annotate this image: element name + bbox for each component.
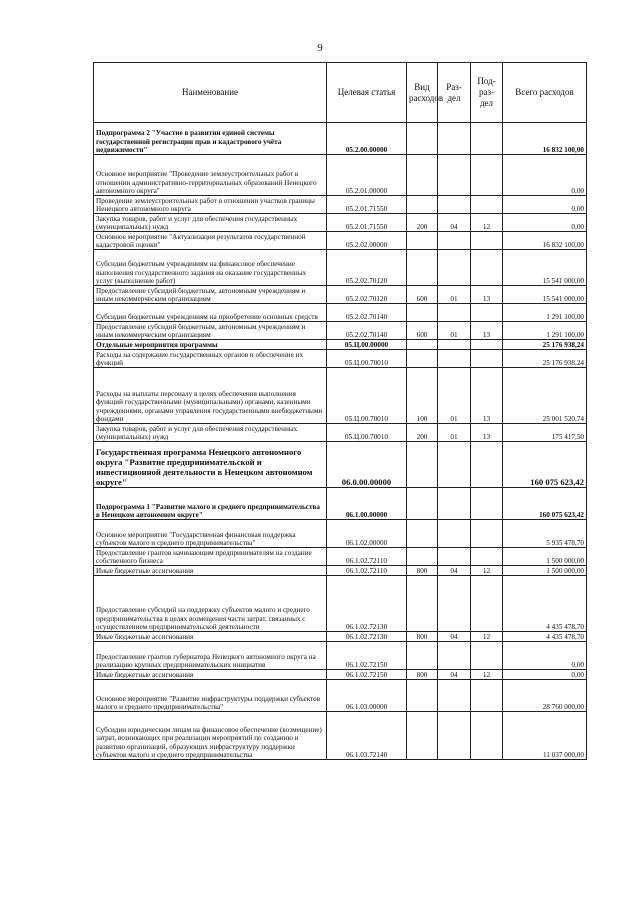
row-amount-cell: 0,00 [503,196,587,214]
header-type: Вид расходов [407,63,438,123]
row-code-cell: 05.2.02.70120 [327,286,407,304]
row-amount-cell: 25 176 938,24 [503,340,587,350]
table-body [94,123,587,760]
row-section-cell [438,488,471,520]
row-name-cell: Субсидии юридическим лицам на финансовое обеспечение (возмещение) затрат, возникающих при реализации мероприятий по созданию и развитию организаций, образующих инфраструктуру поддержки субъектов малого и среднего предпринимательства [94,712,327,760]
row-section-cell [438,350,471,368]
row-amount-cell: 0,00 [503,670,587,680]
row-name-cell: Основное мероприятие "Развитие инфраструктуры поддержки субъектов малого и среднего предпринимательства" [94,680,327,712]
row-name-cell: Расходы на выплаты персоналу в целях обеспечения выполнения функций государственными (муниципальными) органами, казенными учреждениями, органами управления государственными внебюджетными фондами [94,368,327,424]
row-type-cell [407,520,438,548]
row-type-cell [407,488,438,520]
row-code-cell: 05.2.00.00000 [327,123,407,155]
row-subsection-cell [471,155,503,196]
header-subsection: Под-раз-дел [471,63,503,123]
header-section: Раз-дел [438,63,471,123]
row-name-cell: Предоставление субсидий бюджетным, автономным учреждениям и иным некоммерческим организациям [94,322,327,340]
header-amount: Всего расходов [503,63,587,123]
table-row [94,488,587,520]
row-section-cell [438,680,471,712]
row-type-cell: 800 [407,632,438,642]
row-amount-cell: 16 832 100,00 [503,232,587,250]
row-amount-cell: 15 541 000,00 [503,250,587,286]
row-type-cell [407,680,438,712]
row-type-cell: 100 [407,368,438,424]
row-type-cell [407,304,438,322]
row-section-cell [438,548,471,566]
row-type-cell: 600 [407,286,438,304]
row-section-cell [438,442,471,488]
row-code-cell: 06.1.02.72150 [327,670,407,680]
table-row [94,322,587,340]
row-type-cell: 800 [407,670,438,680]
row-subsection-cell [471,340,503,350]
row-type-cell [407,250,438,286]
row-section-cell: 01 [438,424,471,442]
row-section-cell: 01 [438,322,471,340]
table-row [94,548,587,566]
row-subsection-cell [471,123,503,155]
table-row [94,350,587,368]
table-row [94,670,587,680]
row-code-cell: 06.1.02.72130 [327,576,407,632]
table-row [94,680,587,712]
row-name-cell: Государственная программа Ненецкого автономного округа "Развитие предпринимательской и инвестиционной деятельности в Ненецком автономном округе" [94,442,327,488]
table-row [94,155,587,196]
budget-table [93,62,587,760]
row-code-cell: 06.1.02.72130 [327,632,407,642]
table-row [94,712,587,760]
row-section-cell: 04 [438,670,471,680]
row-type-cell: 200 [407,214,438,232]
row-section-cell [438,123,471,155]
row-code-cell: 06.0.00.00000 [327,442,407,488]
row-type-cell [407,196,438,214]
row-type-cell [407,442,438,488]
row-code-cell: 05.2.01.00000 [327,155,407,196]
row-code-cell: 05.2.02.00000 [327,232,407,250]
row-name-cell: Иные бюджетные ассигнования [94,632,327,642]
row-section-cell [438,196,471,214]
table-row [94,520,587,548]
row-code-cell: 06.1.02.72150 [327,642,407,670]
row-subsection-cell: 13 [471,424,503,442]
row-section-cell [438,304,471,322]
row-name-cell: Субсидии бюджетным учреждениям на финансовое обеспечение выполнения государственного задания на оказание государственных услуг (выполнение работ) [94,250,327,286]
row-code-cell: 05.2.02.70140 [327,304,407,322]
row-name-cell: Подпрограмма 1 "Развитие малого и среднего предпринимательства в Ненецком автономном округе" [94,488,327,520]
row-subsection-cell [471,642,503,670]
row-subsection-cell [471,196,503,214]
row-name-cell: Предоставление грантов губернатора Ненецкого автономного округа на реализацию крупных предпринимательских инициатив [94,642,327,670]
row-type-cell [407,232,438,250]
row-amount-cell: 0,00 [503,155,587,196]
row-code-cell: 05.Ц.00.70010 [327,350,407,368]
row-amount-cell: 160 075 623,42 [503,442,587,488]
row-subsection-cell [471,576,503,632]
row-name-cell: Закупка товаров, работ и услуг для обеспечения государственных (муниципальных) нужд [94,424,327,442]
row-code-cell: 05.Ц.00.70010 [327,368,407,424]
row-code-cell: 05.Ц.00.70010 [327,424,407,442]
row-code-cell: 06.1.03.00000 [327,680,407,712]
row-amount-cell: 175 417,50 [503,424,587,442]
row-amount-cell: 4 435 478,70 [503,576,587,632]
row-type-cell: 600 [407,322,438,340]
row-amount-cell: 0,00 [503,214,587,232]
row-subsection-cell [471,250,503,286]
row-type-cell [407,548,438,566]
row-name-cell: Расходы на содержание государственных органов и обеспечение их функций [94,350,327,368]
row-code-cell: 05.2.01.71550 [327,196,407,214]
row-section-cell [438,712,471,760]
row-code-cell: 06.1.00.00000 [327,488,407,520]
row-amount-cell: 1 500 000,00 [503,548,587,566]
page-number: 9 [317,42,323,54]
table-row [94,196,587,214]
row-subsection-cell: 12 [471,670,503,680]
row-subsection-cell [471,520,503,548]
header-code: Целевая статья [327,63,407,123]
table-row [94,304,587,322]
row-code-cell: 05.2.01.71550 [327,214,407,232]
row-subsection-cell: 12 [471,214,503,232]
row-section-cell: 04 [438,214,471,232]
table-row [94,424,587,442]
row-subsection-cell: 12 [471,566,503,576]
row-type-cell: 800 [407,566,438,576]
row-name-cell: Иные бюджетные ассигнования [94,566,327,576]
row-subsection-cell: 13 [471,286,503,304]
row-amount-cell: 1 500 000,00 [503,566,587,576]
row-section-cell [438,155,471,196]
row-subsection-cell: 12 [471,632,503,642]
row-type-cell [407,712,438,760]
row-name-cell: Предоставление субсидий бюджетным, автономным учреждениям и иным некоммерческим организациям [94,286,327,304]
table-row [94,642,587,670]
row-name-cell: Отдельные мероприятия программы [94,340,327,350]
table-row [94,214,587,232]
row-name-cell: Предоставление грантов начинающим предпринимателям на создание собственного бизнеса [94,548,327,566]
row-name-cell: Основное мероприятие "Актуализация результатов государственной кадастровой оценки" [94,232,327,250]
row-subsection-cell [471,548,503,566]
row-name-cell: Основное мероприятие "Государственная финансовая поддержка субъектов малого и среднего предпринимательства" [94,520,327,548]
row-section-cell: 01 [438,286,471,304]
row-amount-cell: 1 291 100,00 [503,322,587,340]
row-amount-cell: 16 832 100,00 [503,123,587,155]
row-type-cell [407,123,438,155]
table-row [94,286,587,304]
row-name-cell: Закупка товаров, работ и услуг для обеспечения государственных (муниципальных) нужд [94,214,327,232]
table-header-row [94,63,587,123]
row-amount-cell: 5 935 478,70 [503,520,587,548]
row-type-cell [407,350,438,368]
row-code-cell: 05.2.02.70140 [327,322,407,340]
header-name: Наименование [94,63,327,123]
row-name-cell: Подпрограмма 2 "Участие в развитии единой системы государственной регистрации прав и кадастрового учёта недвижимости" [94,123,327,155]
row-section-cell [438,576,471,632]
table-row [94,632,587,642]
row-amount-cell: 25 001 520,74 [503,368,587,424]
row-name-cell: Основное мероприятие "Проведение землеустроительных работ в отношении административно-территориальных образований Ненецкого автономного округа" [94,155,327,196]
row-code-cell: 05.2.02.70120 [327,250,407,286]
row-amount-cell: 160 075 623,42 [503,488,587,520]
table-row [94,566,587,576]
row-subsection-cell [471,304,503,322]
row-amount-cell: 1 291 100,00 [503,304,587,322]
row-name-cell: Субсидии бюджетным учреждениям на приобретение основных средств [94,304,327,322]
row-code-cell: 06.1.03.72140 [327,712,407,760]
row-subsection-cell [471,232,503,250]
row-amount-cell: 25 176 938,24 [503,350,587,368]
row-type-cell [407,576,438,632]
row-section-cell [438,642,471,670]
row-section-cell [438,520,471,548]
table-row [94,123,587,155]
row-section-cell: 01 [438,368,471,424]
row-code-cell: 06.1.02.00000 [327,520,407,548]
row-subsection-cell [471,442,503,488]
table-row [94,250,587,286]
row-subsection-cell [471,350,503,368]
row-amount-cell: 15 541 000,00 [503,286,587,304]
row-amount-cell: 4 435 478,70 [503,632,587,642]
row-type-cell: 200 [407,424,438,442]
row-name-cell: Иные бюджетные ассигнования [94,670,327,680]
row-section-cell [438,250,471,286]
table-row [94,232,587,250]
row-amount-cell: 11 037 000,00 [503,712,587,760]
row-code-cell: 05.Ц.00.00000 [327,340,407,350]
row-subsection-cell: 13 [471,322,503,340]
row-subsection-cell [471,712,503,760]
row-name-cell: Проведение землеустроительных работ в отношении участков границы Ненецкого автономного округа [94,196,327,214]
row-section-cell [438,340,471,350]
table-row [94,576,587,632]
row-type-cell [407,340,438,350]
row-section-cell [438,232,471,250]
row-type-cell [407,642,438,670]
row-section-cell: 04 [438,566,471,576]
table-row [94,442,587,488]
row-amount-cell: 0,00 [503,642,587,670]
row-section-cell: 04 [438,632,471,642]
table-row [94,340,587,350]
table-row [94,368,587,424]
row-subsection-cell [471,680,503,712]
row-subsection-cell [471,488,503,520]
row-subsection-cell: 13 [471,368,503,424]
row-amount-cell: 28 760 000,00 [503,680,587,712]
row-code-cell: 06.1.02.72110 [327,566,407,576]
row-code-cell: 06.1.02.72110 [327,548,407,566]
row-name-cell: Предоставление субсидий на поддержку субъектов малого и среднего предпринимательства в целях возмещения части затрат, связанных с осуществлением предпринимательской деятельности [94,576,327,632]
row-type-cell [407,155,438,196]
